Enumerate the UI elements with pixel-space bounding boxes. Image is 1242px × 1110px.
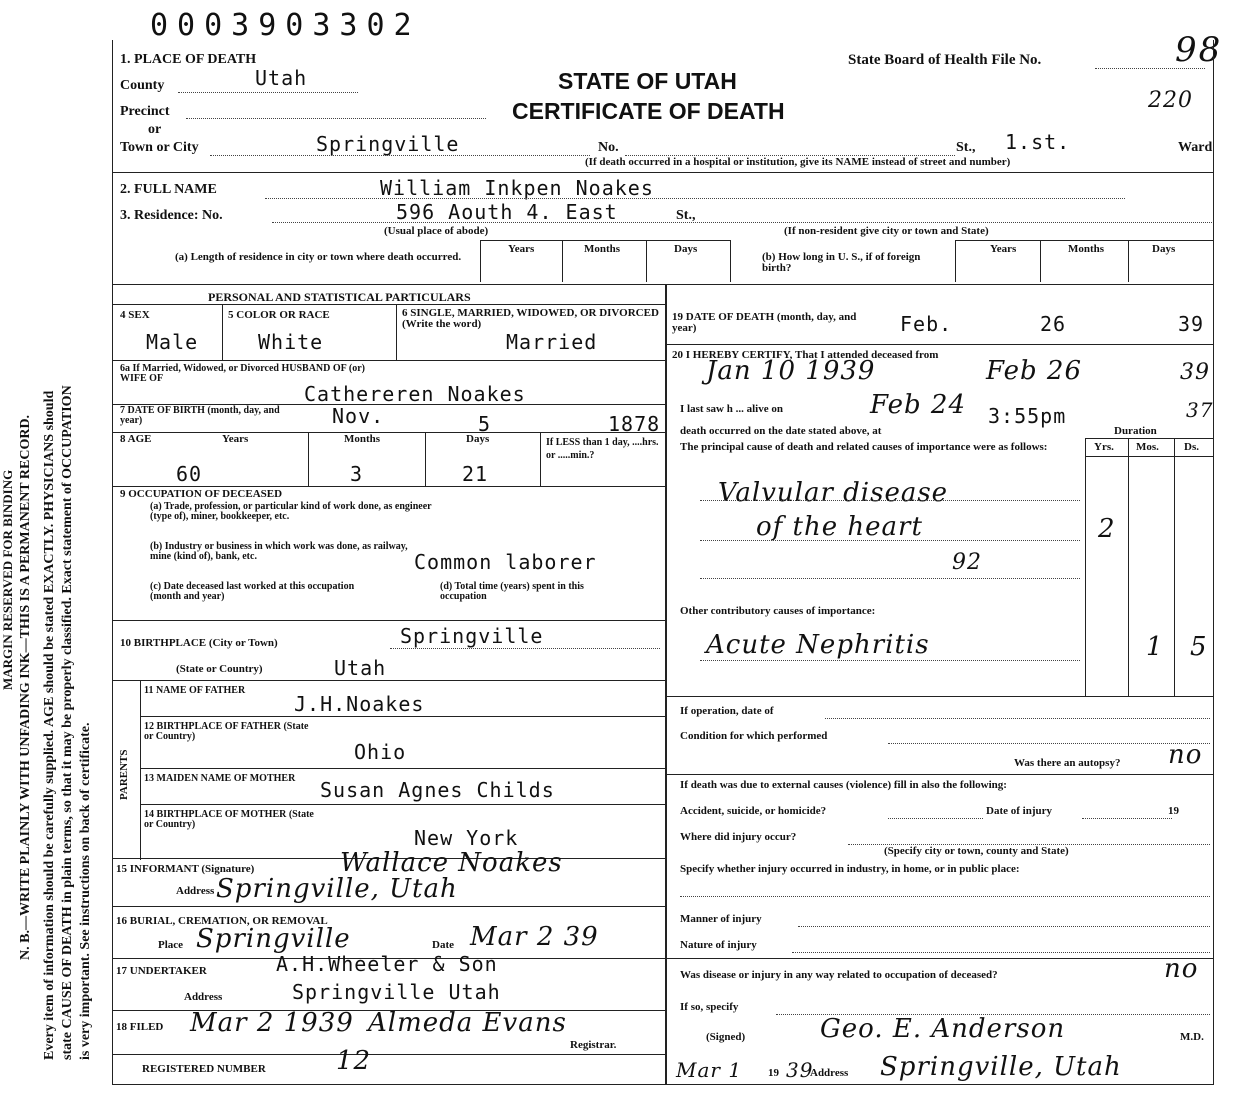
- months-header: Months: [584, 243, 621, 255]
- spouse-label: 6a If Married, Widowed, or Divorced HUSBAND OF (or) WIFE OF: [120, 363, 365, 384]
- file-no-value: 98: [1175, 30, 1223, 70]
- county-label: County: [120, 78, 165, 93]
- contributory-label: Other contributory causes of importance:: [680, 605, 876, 617]
- cause-of-death-line2: of the heart: [756, 512, 923, 542]
- father-name-value: J.H.Noakes: [294, 692, 425, 716]
- informant-address-label: Address: [176, 885, 215, 897]
- filed-label: 18 FILED: [116, 1021, 164, 1033]
- days-header: Days: [1152, 243, 1176, 255]
- undertaker-address: Springville Utah: [292, 980, 501, 1004]
- street-no-label: No.: [598, 140, 619, 155]
- burial-place-label: Place: [158, 939, 184, 951]
- marital-value: Married: [506, 330, 598, 354]
- margin-instruction-text: state CAUSE OF DEATH in plain terms, so that it may be properly classified. Exact statement of OCCUPATION: [60, 385, 75, 1060]
- dob-year: 1878: [608, 412, 661, 436]
- occupation-d-label: (d) Total time (years) spent in this occupation: [440, 581, 584, 602]
- operation-label: If operation, date of: [680, 705, 774, 717]
- signed-label: (Signed): [706, 1031, 746, 1043]
- father-birthplace-label: 12 BIRTHPLACE OF FATHER (State or Country): [144, 721, 309, 742]
- how-long-label: (b) How long in U. S., if of foreign birth?: [762, 251, 921, 274]
- duration-months-header: Mos.: [1136, 441, 1159, 453]
- length-residence-label: (a) Length of residence in city or town where death occurred.: [175, 251, 462, 263]
- date-of-death-year: 39: [1178, 312, 1205, 336]
- town-label: Town or City: [120, 140, 199, 155]
- burial-place-value: Springville: [196, 924, 351, 954]
- nature-of-injury-label: Nature of injury: [680, 939, 757, 951]
- duration-label: Duration: [1114, 425, 1157, 437]
- margin-binding-text: MARGIN RESERVED FOR BINDING: [0, 469, 15, 690]
- margin-instruction-text: N. B.—WRITE PLAINLY WITH UNFADING INK—THIS IS A PERMANENT RECORD.: [18, 414, 33, 960]
- color-label: 5 COLOR OR RACE: [228, 309, 330, 321]
- street-label: St.,: [956, 140, 976, 155]
- if-so-label: If so, specify: [680, 1001, 739, 1013]
- town-value: Springville: [316, 132, 460, 156]
- years-header: Years: [508, 243, 535, 255]
- contributory-cause: Acute Nephritis: [706, 630, 930, 660]
- contributory-days: 5: [1190, 632, 1208, 662]
- months-header: Months: [1068, 243, 1105, 255]
- registrar-label: Registrar.: [570, 1039, 617, 1051]
- dob-day: 5: [478, 412, 492, 436]
- birthplace-state: Utah: [334, 656, 387, 680]
- age-years-label: Years: [222, 433, 249, 445]
- spouse-value: Cathereren Noakes: [304, 382, 526, 406]
- informant-label: 15 INFORMANT (Signature): [116, 863, 255, 875]
- ward-label: Ward: [1178, 140, 1213, 155]
- occupation-value: Common laborer: [414, 550, 597, 574]
- full-name-value: William Inkpen Noakes: [380, 176, 654, 200]
- file-no-secondary: 220: [1148, 88, 1193, 113]
- autopsy-value: no: [1168, 740, 1203, 770]
- days-header: Days: [674, 243, 698, 255]
- cause-duration: 2: [1098, 514, 1116, 544]
- signature-address-label: Address: [810, 1067, 849, 1079]
- certificate-title: CERTIFICATE OF DEATH: [512, 98, 785, 124]
- age-days-label: Days: [466, 433, 490, 445]
- marital-label: 6 SINGLE, MARRIED, WIDOWED, OR DIVORCED (Write the word): [402, 307, 659, 330]
- injury-year-label: 19: [1168, 805, 1179, 817]
- age-days-value: 21: [462, 462, 489, 486]
- specify-city-note: (Specify city or town, county and State): [884, 845, 1069, 857]
- state-country-label: (State or Country): [176, 663, 263, 675]
- manner-of-injury-label: Manner of injury: [680, 913, 762, 925]
- occupation-b-label: (b) Industry or business in which work was done, as railway, mine (kind of), bank, etc.: [150, 541, 408, 562]
- occupation-a-label: (a) Trade, profession, or particular kind of work done, as engineer (type of), miner, bookkeeper, etc.: [150, 501, 432, 522]
- undertaker-address-label: Address: [184, 991, 223, 1003]
- informant-address: Springville, Utah: [216, 874, 458, 904]
- registered-number-label: REGISTERED NUMBER: [142, 1063, 266, 1075]
- certify-label: 20 I HEREBY CERTIFY, That I attended deceased from: [672, 349, 939, 361]
- occupation-c-label: (c) Date deceased last worked at this occupation (month and year): [150, 581, 355, 602]
- nonresident-note: (If non-resident give city or town and State): [784, 225, 989, 237]
- physician-signature: Geo. E. Anderson: [820, 1014, 1066, 1044]
- mother-birthplace-value: New York: [414, 826, 519, 850]
- dob-label: 7 DATE OF BIRTH (month, day, and year): [120, 405, 280, 426]
- last-saw-time: 3:55pm: [988, 404, 1067, 428]
- usual-abode-note: (Usual place of abode): [384, 225, 489, 237]
- margin-instruction-text: is very important. See instructions on back of certificate.: [78, 722, 93, 1060]
- duration-days-header: Ds.: [1184, 441, 1199, 453]
- where-injury-label: Where did injury occur?: [680, 831, 797, 843]
- related-occupation-value: no: [1164, 954, 1199, 984]
- birthplace-city: Springville: [400, 624, 544, 648]
- cause-of-death-line1: Valvular disease: [718, 478, 949, 508]
- date-of-death-day: 26: [1040, 312, 1067, 336]
- registrar-signature: Almeda Evans: [368, 1008, 567, 1038]
- father-name-label: 11 NAME OF FATHER: [144, 685, 246, 696]
- signature-19-label: 19: [768, 1067, 779, 1079]
- burial-label: 16 BURIAL, CREMATION, OR REMOVAL: [116, 915, 328, 927]
- date-of-death-month: Feb.: [900, 312, 953, 336]
- date-of-injury-label: Date of injury: [986, 805, 1052, 817]
- residence-street-label: St.,: [676, 208, 696, 223]
- mother-name-label: 13 MAIDEN NAME OF MOTHER: [144, 773, 296, 784]
- state-title: STATE OF UTAH: [558, 68, 737, 94]
- md-label: M.D.: [1180, 1031, 1204, 1043]
- residence-value: 596 Aouth 4. East: [396, 200, 618, 224]
- place-of-death-label: 1. PLACE OF DEATH: [120, 52, 257, 67]
- informant-signature: Wallace Noakes: [340, 848, 563, 878]
- undertaker-value: A.H.Wheeler & Son: [276, 952, 498, 976]
- parents-label: PARENTS: [118, 749, 130, 800]
- attended-to: Feb 26: [986, 356, 1082, 386]
- birthplace-label: 10 BIRTHPLACE (City or Town): [120, 637, 278, 649]
- signature-year: 39: [786, 1058, 814, 1082]
- last-saw-label: I last saw h ... alive on: [680, 403, 783, 415]
- margin-instruction-text: Every item of information should be carefully supplied. AGE should be stated EXACTLY. PHYSICIANS should: [42, 390, 57, 1060]
- condition-label: Condition for which performed: [680, 730, 828, 742]
- county-value: Utah: [255, 66, 308, 90]
- registered-number-value: 12: [336, 1046, 372, 1076]
- attended-from: Jan 10 1939: [706, 356, 876, 386]
- contributory-months: 1: [1146, 632, 1164, 662]
- filed-date: Mar 2 1939: [190, 1008, 354, 1038]
- father-birthplace-value: Ohio: [354, 740, 407, 764]
- specify-where-label: Specify whether injury occurred in industry, in home, or in public place:: [680, 863, 1020, 875]
- ward-value: 1.st.: [1005, 130, 1071, 154]
- undertaker-label: 17 UNDERTAKER: [116, 965, 207, 977]
- serial-number: 0003903302: [150, 8, 421, 43]
- age-months-value: 3: [350, 462, 364, 486]
- external-causes-label: If death was due to external causes (violence) fill in also the following:: [680, 779, 1007, 791]
- last-saw-date: Feb 24: [870, 390, 966, 420]
- hospital-note: (If death occurred in a hospital or institution, give its NAME instead of street and number): [585, 156, 1011, 168]
- burial-date-value: Mar 2 39: [470, 922, 599, 952]
- age-less-label: If LESS than 1 day, ....hrs. or .....min.?: [546, 437, 659, 461]
- accident-label: Accident, suicide, or homicide?: [680, 805, 827, 817]
- personal-header: PERSONAL AND STATISTICAL PARTICULARS: [208, 290, 471, 304]
- full-name-label: 2. FULL NAME: [120, 182, 217, 197]
- sex-label: 4 SEX: [120, 309, 150, 321]
- autopsy-label: Was there an autopsy?: [1014, 757, 1121, 769]
- age-months-label: Months: [344, 433, 381, 445]
- mother-name-value: Susan Agnes Childs: [320, 778, 555, 802]
- years-header: Years: [990, 243, 1017, 255]
- cause-code: 92: [952, 550, 982, 575]
- or-label: or: [148, 122, 162, 137]
- precinct-label: Precinct: [120, 104, 170, 119]
- sex-value: Male: [146, 330, 199, 354]
- principal-cause-label: The principal cause of death and related causes of importance were as follows:: [680, 441, 1048, 453]
- color-value: White: [258, 330, 324, 354]
- last-saw-year: 37: [1186, 398, 1214, 422]
- duration-years-header: Yrs.: [1094, 441, 1114, 453]
- related-occupation-label: Was disease or injury in any way related to occupation of deceased?: [680, 969, 998, 981]
- death-occurred-label: death occurred on the date stated above, at: [680, 425, 882, 437]
- dob-month: Nov.: [332, 404, 385, 428]
- occupation-label: 9 OCCUPATION OF DECEASED: [120, 488, 283, 500]
- age-years-value: 60: [176, 462, 203, 486]
- age-label: 8 AGE: [120, 433, 152, 445]
- residence-label: 3. Residence: No.: [120, 208, 223, 223]
- signature-address: Springville, Utah: [880, 1052, 1122, 1082]
- attended-to-year: 39: [1180, 360, 1210, 385]
- file-no-label: State Board of Health File No.: [848, 52, 1042, 68]
- signature-date: Mar 1: [676, 1058, 743, 1082]
- burial-date-label: Date: [432, 939, 454, 951]
- mother-birthplace-label: 14 BIRTHPLACE OF MOTHER (State or Country): [144, 809, 314, 830]
- date-of-death-label: 19 DATE OF DEATH (month, day, and year): [672, 311, 857, 334]
